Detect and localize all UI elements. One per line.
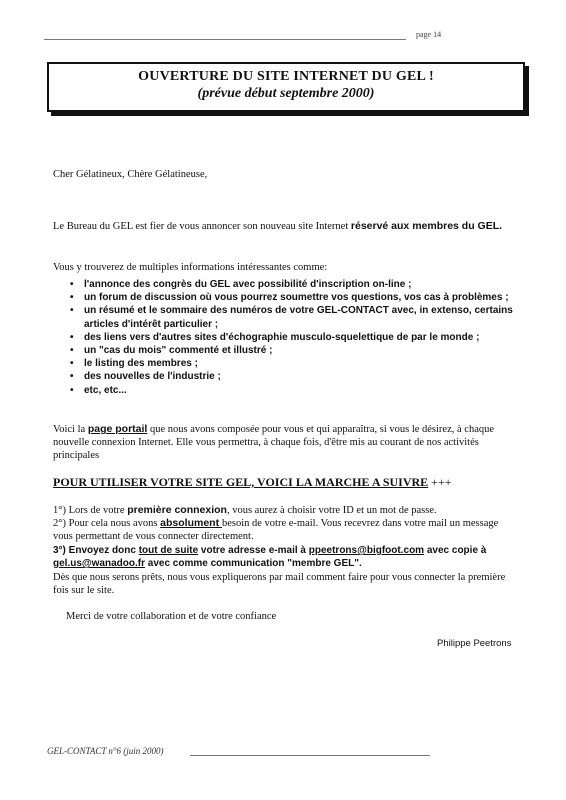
step-3: 3°) Envoyez donc tout de suite votre adresse e-mail à ppeetrons@bigfoot.com avec copie à gel.us@wanadoo.fr avec comme communication "membre GEL".: [53, 545, 487, 569]
list-item: • l'annonce des congrès du GEL avec possibilité d'inscription on-line ;: [70, 279, 412, 290]
list-item: • un "cas du mois" commenté et illustré ;: [70, 345, 273, 357]
list-item: • des liens vers d'autres sites d'échographie musculo-squelettique de par le monde ;: [70, 331, 480, 343]
bullet-icon: •: [70, 345, 74, 357]
portal-link[interactable]: page portail: [87, 423, 148, 435]
list-item: • un forum de discussion où vous pourrez soumettre vos questions, vos cas à problèmes ;: [70, 292, 509, 304]
section-heading: POUR UTILISER VOTRE SITE GEL, VOICI LA MARCHE A SUIVRE +++: [53, 475, 452, 489]
list-intro: Vous y trouverez de multiples informations intéressantes comme:: [53, 262, 328, 273]
email-link-primary[interactable]: ppeetrons@bigfoot.com: [308, 545, 425, 556]
list-item: • un résumé et le sommaire des numéros de votre GEL-CONTACT avec, in extenso, certains articles d'intérêt particulier ;: [70, 305, 513, 330]
bullet-icon: •: [70, 384, 74, 396]
intro-text: Le Bureau du GEL est fier de vous annoncer son nouveau site Internet: [53, 221, 351, 232]
link-tout-de-suite[interactable]: tout de suite: [138, 545, 199, 556]
step-1: 1°) Lors de votre première connexion, vous aurez à choisir votre ID et un mot de passe.: [53, 504, 437, 516]
header-rule: [44, 39, 406, 40]
bullet-icon: •: [70, 292, 74, 304]
greeting: Cher Gélatineux, Chère Gélatineuse,: [53, 169, 208, 180]
bullet-icon: •: [70, 371, 74, 383]
email-link-copy[interactable]: gel.us@wanadoo.fr: [53, 558, 145, 569]
intro-bold: réservé aux membres du GEL.: [350, 220, 503, 232]
page-number: page 14: [416, 30, 442, 39]
list-item: • des nouvelles de l'industrie ;: [70, 371, 221, 383]
step-4: Dès que nous serons prêts, nous vous expliquerons par mail comment faire pour vous connecter la première fois sur le site.: [53, 572, 506, 596]
intro-paragraph: [53, 220, 519, 233]
features-list: [70, 278, 530, 397]
footer-rule: [190, 755, 430, 756]
list-item: • etc, etc...: [70, 384, 127, 396]
step-2: 2°) Pour cela nous avons absolument besoin de votre e-mail. Vous recevrez dans votre mail un message vous permettant de vous connecter directement.: [53, 517, 499, 542]
title-box: [47, 62, 525, 112]
portal-paragraph: Voici la page portail que nous avons composée pour vous et qui apparaîtra, si vous le désirez, à chaque nouvelle connexion Internet. Elle vous permettra, à chaque fois, d'être mis au courant de nos activités principales: [53, 423, 495, 461]
page-subtitle: (prévue début septembre 2000): [197, 86, 375, 101]
footer-text: GEL-CONTACT n°6 (juin 2000): [47, 746, 164, 756]
bullet-icon: •: [70, 331, 74, 343]
thanks-line: Merci de votre collaboration et de votre confiance: [66, 611, 277, 622]
list-item: • le listing des membres ;: [70, 358, 198, 370]
bullet-icon: •: [70, 279, 74, 290]
bullet-icon: •: [70, 305, 74, 317]
signature: Philippe Peetrons: [437, 638, 512, 649]
bullet-icon: •: [70, 358, 74, 370]
page-title: OUVERTURE DU SITE INTERNET DU GEL !: [138, 69, 434, 84]
